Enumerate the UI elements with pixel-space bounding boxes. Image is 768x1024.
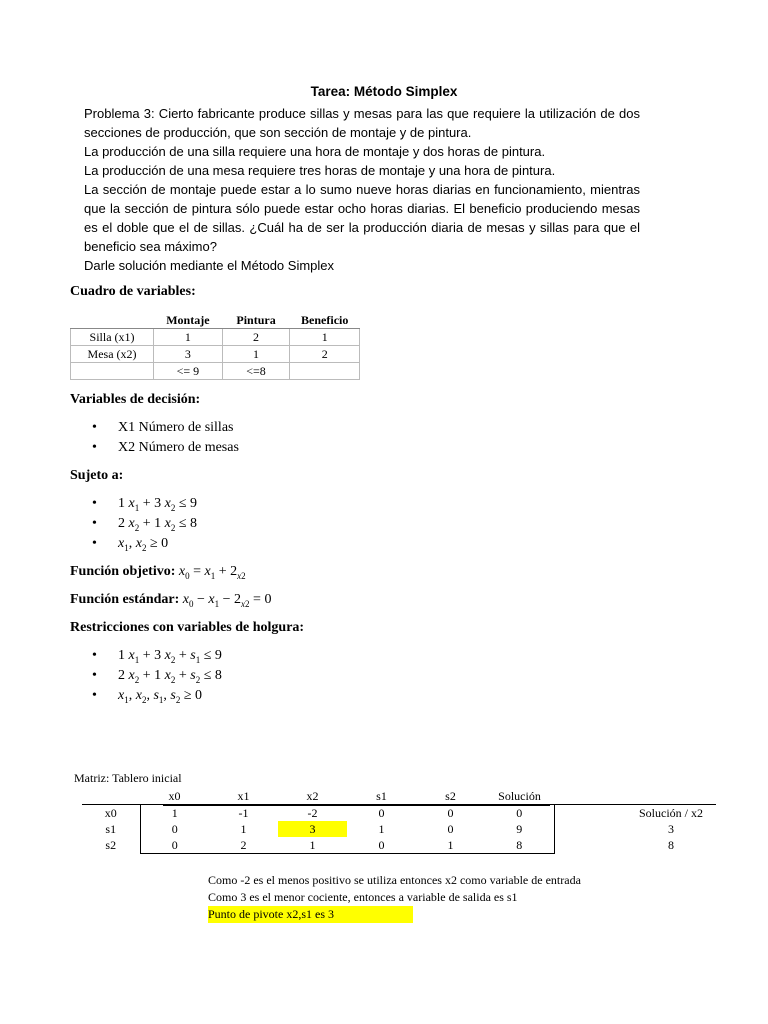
slack-constraint-3: $x_1$, $x_2$, $s_1$, $s_2 \ge 0$ (118, 688, 203, 705)
table-cell: 2 (290, 346, 360, 363)
table-header: Solución (498, 788, 541, 803)
list-item (92, 666, 222, 686)
list-item (92, 514, 197, 534)
table-row (71, 346, 360, 363)
objective-function (70, 564, 246, 581)
slack-constraint-2: 2 $x_2 + 1$ $x_2 + s_2 \le 8$ (118, 668, 222, 685)
tableau-heading: Matriz: Tablero inicial (74, 771, 182, 785)
page-title: Tarea: Método Simplex (310, 84, 458, 99)
list-item (92, 418, 239, 438)
ratio-cell: 3 (668, 821, 674, 836)
bullet-icon: • (92, 648, 97, 663)
table-cell: -2 (307, 805, 318, 820)
tableau-top-rule (163, 805, 550, 806)
constraint-3: $x_1$, $x_2 \ge 0$ (118, 536, 169, 553)
table-cell: 2 (209, 837, 278, 854)
table-row (82, 805, 716, 822)
table-row (82, 821, 716, 837)
table-cell: 1 (140, 805, 209, 822)
table-header: Beneficio (290, 312, 360, 329)
table-header: x2 (306, 788, 319, 803)
table-cell: <=8 (222, 363, 290, 380)
list-item-text: X1 Número de sillas (118, 420, 234, 435)
table-header: x0 (168, 788, 181, 803)
bullet-icon: • (92, 668, 97, 683)
ratio-cell: 8 (668, 837, 674, 852)
table-cell: 1 (240, 821, 247, 836)
slack-constraint-1: 1 $x_1 + 3$ $x_2 + s_1 \le 9$ (118, 648, 222, 665)
pivot-note (208, 906, 413, 923)
table-row (71, 363, 360, 380)
list-item (92, 494, 197, 514)
standard-label: Función estándar: (70, 592, 180, 607)
table-header: Pintura (222, 312, 290, 329)
problem-paragraph: Problema 3: Cierto fabricante produce sillas y mesas para las que requiere la utilización de dos secciones de producción, que son sección de montaje y de pintura. (84, 106, 640, 140)
note-line: Como -2 es el menos positivo se utiliza entonces x2 como variable de entrada (208, 873, 581, 887)
bullet-icon: • (92, 536, 97, 551)
note-line: Como 3 es el menor cociente, entonces a variable de salida es s1 (208, 890, 518, 904)
constraint-2: 2 $x_2 + 1$ $x_2 \le 8$ (118, 516, 198, 533)
pivot-note-text: Punto de pivote x2,s1 es 3 (208, 907, 334, 921)
table-cell: 1 (378, 821, 385, 836)
table-cell (290, 363, 360, 380)
objective-expression: $x_0 = x_1 + 2_{x2}$ (178, 564, 246, 581)
problem-paragraph: La producción de una silla requiere una hora de montaje y dos horas de pintura. (84, 144, 546, 159)
table-cell: 0 (485, 805, 554, 822)
decision-list (92, 418, 239, 458)
problem-paragraph: La sección de montaje puede estar a lo sumo nueve horas diarias en funcionamiento, mientras que la sección de pintura sólo puede estar ocho horas diarias. El beneficio produciendo mesas es el doble que el de sillas. ¿Cuál ha de ser la producción diaria de mesas y sillas para que el beneficio sea máximo? (84, 182, 640, 254)
variables-table (70, 312, 360, 380)
row-label: s2 (105, 837, 117, 852)
bullet-icon: • (92, 440, 97, 455)
table-cell: 0 (347, 837, 416, 854)
table-cell: 9 (485, 821, 554, 837)
problem-paragraph: Darle solución mediante el Método Simplex (84, 258, 335, 273)
slack-heading: Restricciones con variables de holgura: (70, 620, 305, 635)
slack-list (92, 646, 222, 706)
table-cell: 1 (154, 329, 223, 346)
variables-table-heading: Cuadro de variables: (70, 284, 196, 299)
table-cell: Silla (x1) (71, 329, 154, 346)
problem-statement (84, 104, 640, 275)
list-item-text: X2 Número de mesas (118, 440, 239, 455)
row-label: s1 (105, 821, 117, 836)
pivot-cell: 3 (278, 821, 347, 837)
table-cell: 0 (447, 821, 454, 836)
problem-paragraph: La producción de una mesa requiere tres horas de montaje y una hora de pintura. (84, 163, 556, 178)
constraint-1: 1 $x_1 + 3$ $x_2 \le 9$ (118, 496, 198, 513)
list-item (92, 438, 239, 458)
notes (208, 872, 668, 923)
table-cell: <= 9 (154, 363, 223, 380)
table-cell: 0 (378, 805, 385, 820)
subject-heading: Sujeto a: (70, 468, 124, 483)
table-cell: 0 (447, 805, 454, 820)
list-item (92, 686, 222, 706)
table-cell (71, 363, 154, 380)
table-cell: 0 (140, 837, 209, 854)
table-cell: 1 (290, 329, 360, 346)
table-row (82, 837, 716, 854)
standard-function (70, 592, 271, 609)
ratio-header: Solución / x2 (638, 805, 703, 820)
table-header: s2 (445, 788, 456, 803)
list-item (92, 646, 222, 666)
table-cell: Mesa (x2) (71, 346, 154, 363)
table-row (71, 329, 360, 346)
bullet-icon: • (92, 688, 97, 703)
table-header (71, 312, 154, 329)
table-cell: 1 (416, 837, 485, 854)
table-cell: -1 (238, 805, 249, 820)
table-cell: 1 (278, 837, 347, 854)
constraints-list (92, 494, 197, 554)
table-header-row (82, 788, 716, 805)
table-header: x1 (237, 788, 250, 803)
bullet-icon: • (92, 496, 97, 511)
table-cell: 0 (140, 821, 209, 837)
bullet-icon: • (92, 420, 97, 435)
decision-heading: Variables de decisión: (70, 392, 201, 407)
table-cell: 3 (154, 346, 223, 363)
row-label: x0 (104, 805, 117, 820)
standard-expression: $x_0 - x_1 - 2_{x2} = 0$ (182, 592, 272, 609)
list-item (92, 534, 197, 554)
table-cell: 1 (222, 346, 290, 363)
table-cell: 8 (485, 837, 554, 854)
bullet-icon: • (92, 516, 97, 531)
table-header: s1 (376, 788, 387, 803)
tableau-table (82, 788, 716, 854)
objective-label: Función objetivo: (70, 564, 176, 579)
table-cell: 2 (222, 329, 290, 346)
table-corner (82, 788, 140, 805)
table-header: Montaje (154, 312, 223, 329)
